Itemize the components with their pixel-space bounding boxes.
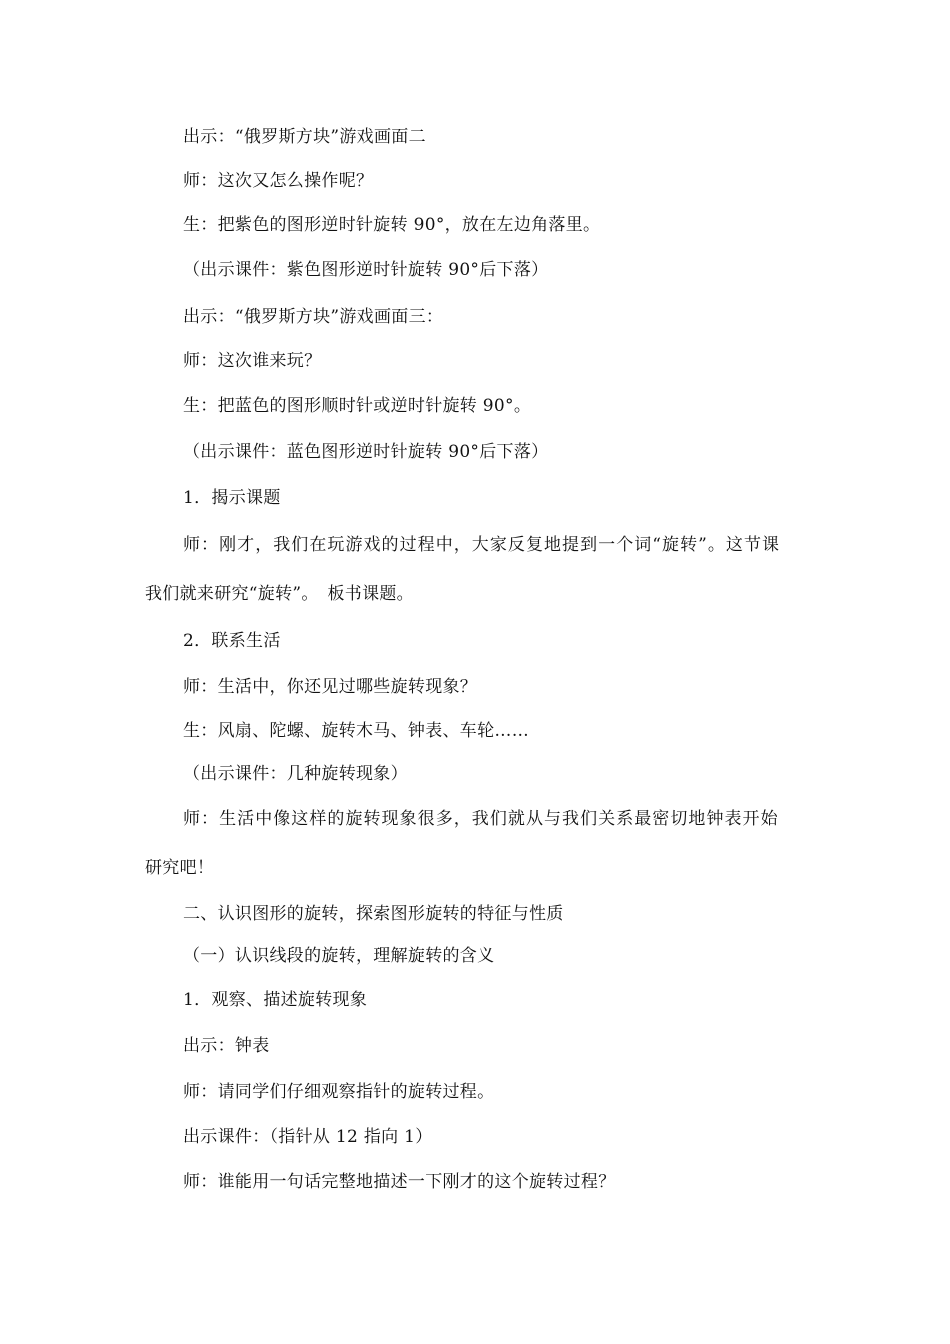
text-line: 出示：“俄罗斯方块”游戏画面二 (183, 127, 426, 147)
section-heading: 1．揭示课题 (183, 488, 281, 508)
text-line: 研究吧！ (145, 858, 215, 878)
text-line: 师：请同学们仔细观察指针的旋转过程。 (183, 1082, 495, 1102)
text-line: （出示课件：蓝色图形逆时针旋转 90°后下落） (183, 442, 549, 462)
text-line: 师：生活中，你还见过哪些旋转现象？ (183, 677, 478, 697)
text-line: 生：风扇、陀螺、旋转木马、钟表、车轮…… (183, 721, 529, 741)
text-line: 师：刚才，我们在玩游戏的过程中，大家反复地提到一个词“旋转”。这节课 (183, 535, 781, 555)
text-line: 出示：“俄罗斯方块”游戏画面三： (183, 307, 444, 327)
text-line: （出示课件：几种旋转现象） (183, 764, 408, 784)
text-line: 生：把蓝色的图形顺时针或逆时针旋转 90°。 (183, 396, 532, 416)
text-line: 我们就来研究“旋转”。 板书课题。 (145, 584, 414, 604)
text-line: 生：把紫色的图形逆时针旋转 90°，放在左边角落里。 (183, 215, 601, 235)
section-heading: 1．观察、描述旋转现象 (183, 990, 368, 1010)
section-heading: 2．联系生活 (183, 631, 281, 651)
section-heading: 二、认识图形的旋转，探索图形旋转的特征与性质 (183, 904, 564, 924)
text-line: 师：生活中像这样的旋转现象很多，我们就从与我们关系最密切地钟表开始 (183, 809, 779, 829)
text-line: 师：这次谁来玩？ (183, 351, 322, 371)
text-line: 出示课件：（指针从 12 指向 1） (183, 1127, 433, 1147)
text-line: 出示：钟表 (183, 1036, 270, 1056)
text-line: （出示课件：紫色图形逆时针旋转 90°后下落） (183, 260, 549, 280)
text-line: 师：谁能用一句话完整地描述一下刚才的这个旋转过程？ (183, 1172, 616, 1192)
text-line: 师：这次又怎么操作呢？ (183, 171, 374, 191)
section-heading: （一）认识线段的旋转，理解旋转的含义 (183, 946, 495, 966)
